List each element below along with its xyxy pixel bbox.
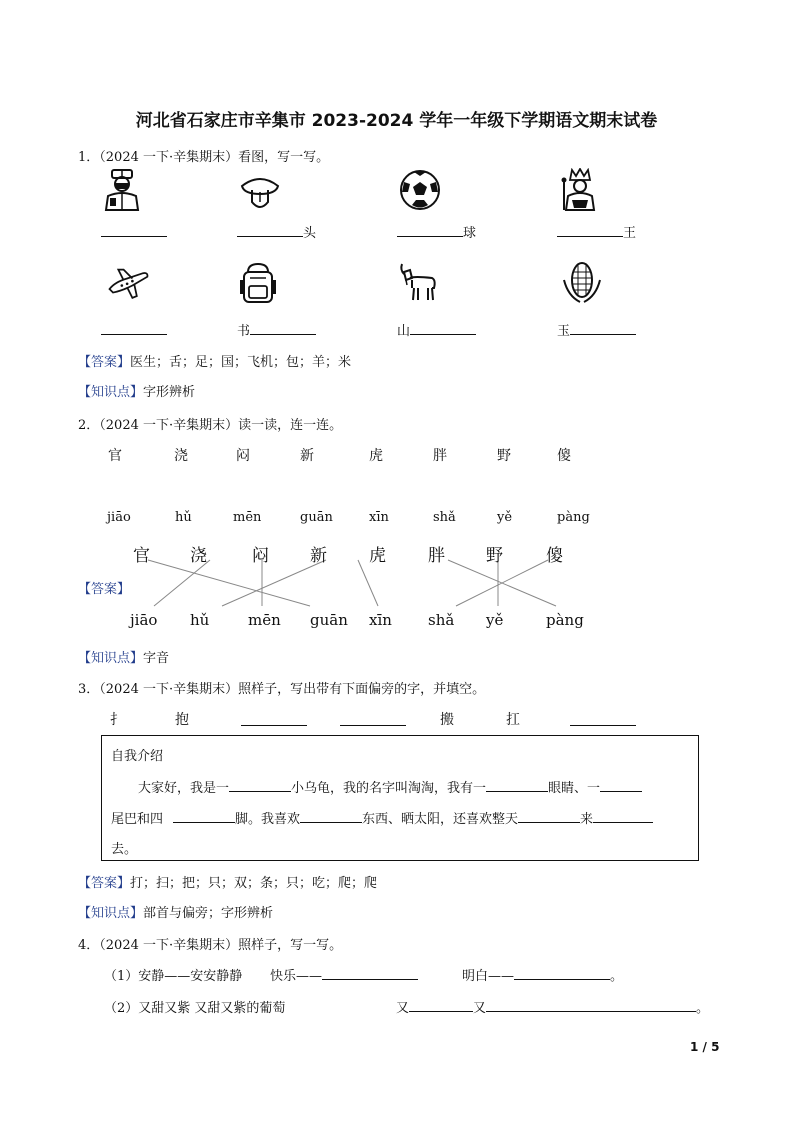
given-char: 扛 (506, 712, 520, 728)
q2-answer-pinyin: pàng (546, 611, 584, 629)
knowledge-text: 部首与偏旁；字形辨析 (143, 906, 274, 921)
q2-char: 新 (300, 448, 314, 464)
knowledge-label: 【知识点】 (78, 385, 144, 400)
q2-answer-pinyin: shǎ (428, 611, 455, 629)
q2-char: 虎 (369, 448, 383, 464)
answer-text: 打；扫；把；只；双；条；只；吃；爬；爬 (130, 876, 378, 891)
q2-answer-char: 野 (486, 546, 503, 566)
blank-prefix: 书 (237, 324, 251, 339)
match-line (222, 560, 326, 606)
knowledge-text: 字音 (143, 651, 170, 666)
q2-answer-char: 闷 (252, 546, 269, 566)
box-line-2 (111, 808, 653, 827)
match-line (148, 560, 310, 606)
box-text: 尾巴和四 (111, 812, 164, 827)
q4-line-1-blank2 (462, 965, 623, 984)
knowledge-label: 【知识点】 (78, 906, 144, 921)
answer-blank[interactable] (486, 997, 696, 1012)
box-title: 自我介绍 (111, 749, 164, 764)
answer-blank[interactable] (593, 808, 653, 823)
q2-answer-pinyin: jiāo (130, 611, 158, 629)
page-title: 河北省石家庄市辛集市 2023-2024 学年一年级下学期语文期末试卷 (135, 111, 658, 131)
q2-char: 胖 (433, 448, 447, 464)
punctuation: 。 (610, 969, 624, 984)
answer-blank[interactable] (409, 997, 473, 1012)
q4-line-1 (104, 965, 242, 984)
question-3-prompt: 3．（2024 一下·辛集期末）照样子，写出带有下面偏旁的字，并填空。 (78, 682, 486, 697)
q2-answer-char: 官 (133, 546, 150, 566)
answer-blank[interactable] (300, 808, 362, 823)
q2-char: 浇 (174, 448, 188, 464)
punctuation: 。 (696, 1001, 710, 1016)
knowledge-label: 【知识点】 (78, 651, 144, 666)
prompt-text: 又 (396, 1001, 410, 1016)
q4-line-1-blank1 (270, 965, 418, 984)
answer-blank[interactable] (241, 711, 307, 726)
knowledge-text: 字形辨析 (143, 385, 196, 400)
box-text: 脚。我喜欢 (235, 812, 301, 827)
q3-answer (78, 872, 377, 891)
q2-pinyin: yě (497, 510, 513, 525)
box-text: 来 (580, 812, 594, 827)
q2-pinyin: xīn (369, 510, 389, 525)
page-number: 1 / 5 (690, 1040, 720, 1054)
q2-answer-pinyin: xīn (369, 611, 392, 629)
example-char: 抱 (175, 712, 189, 728)
answer-blank[interactable] (514, 965, 610, 980)
answer-blank[interactable] (570, 711, 636, 726)
q2-answer-pinyin: mēn (248, 611, 281, 629)
q2-pinyin: pàng (557, 510, 590, 525)
q2-pinyin: shǎ (433, 510, 456, 525)
q2-answer-pinyin: guān (310, 611, 348, 629)
box-line-1 (138, 777, 642, 796)
blank-suffix: 头 (303, 226, 317, 241)
radical: 扌 (110, 712, 124, 728)
question-2-prompt: 2．（2024 一下·辛集期末）读一读，连一连。 (78, 418, 343, 433)
q2-answer-pinyin: yě (486, 611, 504, 629)
box-text: 大家好，我是一 (138, 781, 230, 796)
question-4-prompt: 4．（2024 一下·辛集期末）照样子，写一写。 (78, 938, 343, 953)
q2-char: 闷 (236, 448, 250, 464)
q2-answer-char: 虎 (369, 546, 386, 566)
answer-blank[interactable] (173, 808, 235, 823)
blank-prefix: 玉 (557, 324, 571, 339)
blank-suffix: 球 (463, 226, 477, 241)
answer-text: 医生；舌；足；国；飞机；包；羊；米 (130, 355, 352, 370)
q4-line-2-blanks (396, 997, 709, 1016)
q2-char: 傻 (557, 448, 571, 464)
blank-prefix: 山 (397, 324, 411, 339)
blank-suffix: 王 (623, 226, 637, 241)
box-line-3: 去。 (111, 842, 138, 857)
example-text: （1）安静——安安静静 (104, 969, 243, 984)
box-text: 小乌龟，我的名字叫淘淘，我有一 (291, 781, 487, 796)
match-line (358, 560, 378, 606)
answer-blank[interactable] (600, 777, 642, 792)
q2-answer-label (78, 578, 130, 597)
q3-knowledge-point (78, 902, 273, 921)
q2-pinyin: hǔ (175, 510, 192, 525)
answer-label: 【答案】 (78, 876, 131, 891)
self-intro-box (101, 735, 699, 861)
q2-answer-char: 傻 (546, 546, 563, 566)
q2-pinyin: jiāo (107, 510, 131, 525)
answer-label: 【答案】 (78, 582, 131, 597)
box-text: 东西、晒太阳，还喜欢整天 (362, 812, 519, 827)
match-line (456, 560, 548, 606)
q2-answer-char: 胖 (428, 546, 445, 566)
prompt-text: 明白—— (462, 969, 515, 984)
q2-answer-pinyin: hǔ (190, 611, 210, 629)
q2-knowledge-point (78, 647, 169, 666)
question-1-prompt: 1．（2024 一下·辛集期末）看图，写一写。 (78, 150, 330, 165)
q2-pinyin: mēn (233, 510, 262, 525)
q2-char: 野 (497, 448, 511, 464)
prompt-text: 快乐—— (270, 969, 323, 984)
answer-blank[interactable] (518, 808, 580, 823)
q2-answer-char: 新 (310, 546, 327, 566)
match-line (154, 560, 210, 606)
q4-line-2: （2）又甜又紫 又甜又紫的葡萄 (104, 1001, 286, 1016)
answer-blank[interactable] (486, 777, 548, 792)
answer-label: 【答案】 (78, 355, 131, 370)
answer-blank[interactable] (229, 777, 291, 792)
given-char: 搬 (440, 712, 454, 728)
q2-pinyin: guān (300, 510, 333, 525)
answer-blank[interactable] (340, 711, 406, 726)
q2-answer-char: 浇 (190, 546, 207, 566)
box-text: 眼睛、一 (548, 781, 601, 796)
prompt-text: 又 (473, 1001, 487, 1016)
answer-blank[interactable] (322, 965, 418, 980)
q2-char: 官 (108, 448, 122, 464)
